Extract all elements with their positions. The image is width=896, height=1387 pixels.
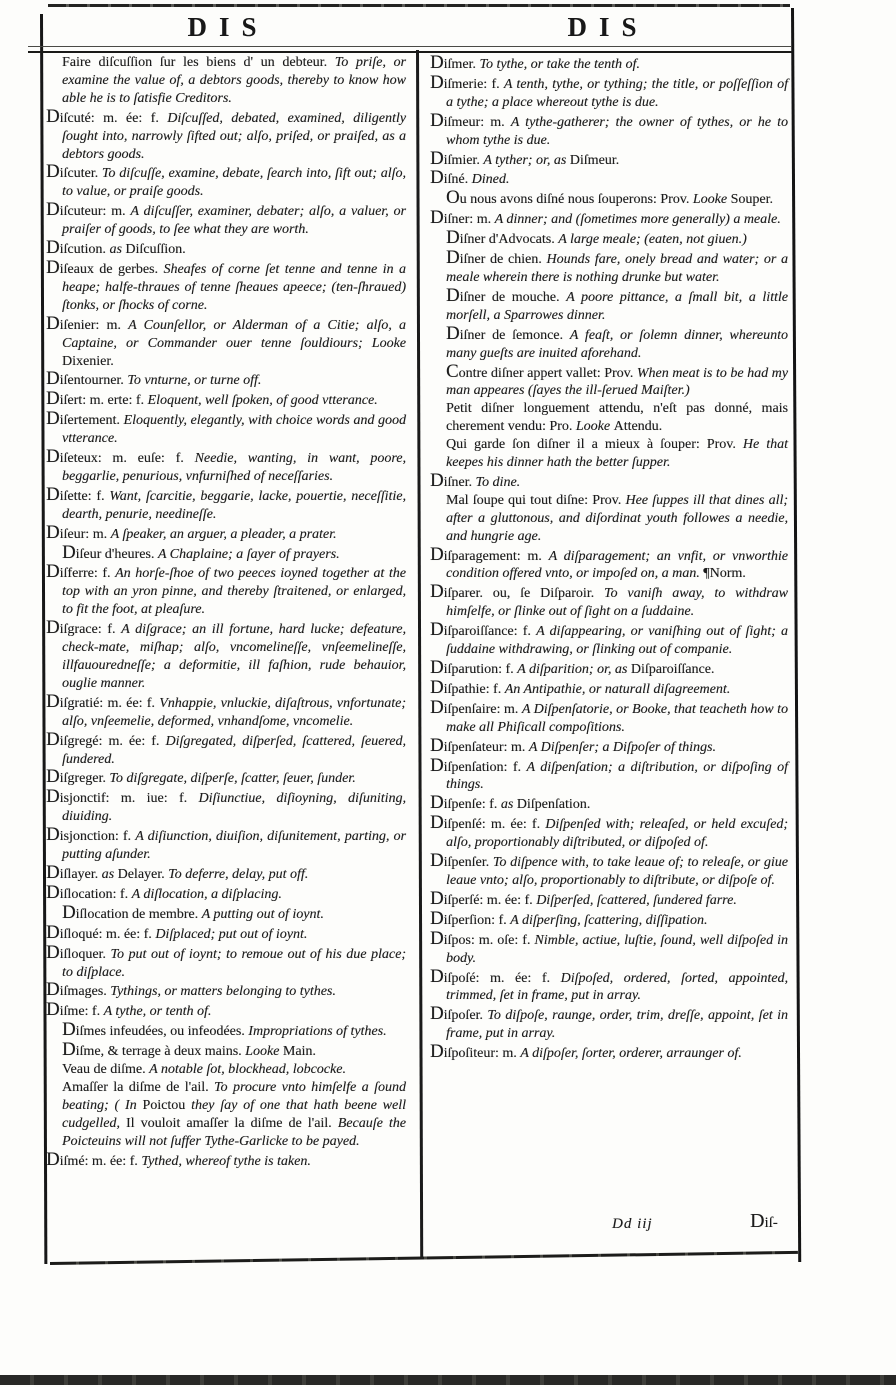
entry-headword-text: iſgreger. — [59, 771, 110, 787]
entry-gloss: Needie, wanting, in want, poore, beggarlie, penurious, vnfurniſhed of neceſſaries. — [62, 451, 406, 484]
dictionary-entry — [430, 794, 788, 814]
entry-initial: D — [446, 284, 460, 306]
entry-headword-text: iſmes infeudées, ou infeodées. — [75, 1024, 249, 1040]
entry-initial: D — [46, 368, 60, 390]
dictionary-entry — [430, 734, 788, 757]
column-left — [46, 54, 406, 1170]
entry-initial: D — [430, 1041, 444, 1063]
entry-gloss: A tyther; or, as — [483, 152, 570, 168]
entry-gloss: Diſperſed, ſcattered, ſundered farre. — [536, 892, 737, 908]
entry-initial: D — [46, 881, 60, 903]
entry-headword-text: Dixenier. — [62, 353, 114, 369]
dictionary-entry — [46, 1148, 406, 1171]
entry-headword-text: iſpathie: f. — [443, 681, 505, 697]
page-border-right — [791, 8, 801, 1262]
entry-gloss: To diſgregate, diſperſe, ſcatter, ſeuer, ſunder. — [109, 771, 356, 787]
dictionary-entry — [430, 583, 788, 621]
entry-headword-text: iſpenſaire: m. — [443, 701, 522, 717]
entry-headword-text: Attendu. — [613, 419, 663, 435]
entry-gloss: A diſparagement; an vnfit, or vnworthie condition offered vnto, or impoſed on, a man. — [446, 548, 788, 582]
dictionary-entry — [46, 563, 406, 619]
entry-initial: D — [46, 161, 60, 183]
dictionary-entry — [430, 676, 788, 699]
entry-initial: D — [46, 561, 60, 583]
entry-headword-text: iſlayer. — [59, 866, 102, 882]
entry-gloss: Diſgregated, diſperſed, ſcattered, ſeuered, ſundered. — [62, 733, 406, 767]
dictionary-entry — [46, 1021, 406, 1041]
dictionary-entry — [430, 189, 788, 209]
entry-gloss: To procure vnto himſelfe a ſound beating; ( In — [62, 1079, 406, 1113]
entry-gloss: Hounds fare, onely bread and water; or a meale wherein there is nothing drunke but water. — [446, 252, 789, 285]
entry-gloss: A diſlocation, a diſplacing. — [131, 886, 282, 902]
entry-initial: O — [446, 187, 460, 209]
entry-gloss: A notable ſot, blockhead, lobcocke. — [149, 1062, 346, 1078]
entry-initial: D — [46, 824, 60, 846]
entry-initial: D — [430, 887, 444, 909]
entry-gloss: To priſe, or examine the value of, a debtors goods, thereby to know how able he is to ſatisfie Creditors. — [62, 55, 406, 106]
dictionary-entry — [430, 109, 788, 150]
entry-initial: D — [46, 941, 60, 963]
entry-headword-text: iſparution: f. — [443, 662, 518, 677]
entry-headword-text: iſloqué: m. ée: f. — [59, 926, 156, 942]
column-right — [430, 54, 788, 1063]
entry-initial: D — [430, 965, 444, 987]
dictionary-entry — [46, 239, 406, 259]
dictionary-entry — [430, 754, 788, 795]
dictionary-entry — [46, 1079, 406, 1151]
entry-headword-text: iſgratié: m. ée: f. — [59, 695, 160, 711]
dictionary-entry — [46, 728, 406, 769]
entry-gloss: they ſay of one that hath beene well cudgelled, — [62, 1097, 406, 1131]
entry-headword-text: iſner de mouche. — [459, 289, 567, 305]
entry-headword-text: iſert: m. erte: f. — [59, 393, 148, 409]
entry-initial: D — [46, 446, 60, 468]
dictionary-entry — [46, 410, 406, 448]
entry-gloss: A diſpenſation; a diſtribution, or diſpoſing of things. — [446, 759, 788, 793]
entry-gloss: Diſcuſſed, debated, examined, diligently ſought into, narrowly ſifted out; alſo, priſed, or praiſed, as a debtors goods. — [62, 110, 407, 162]
entry-initial: D — [46, 861, 60, 883]
entry-gloss: To put out of ioynt; to remoue out of his due place; to diſplace. — [62, 946, 406, 980]
dictionary-entry — [430, 360, 788, 401]
dictionary-entry — [46, 1061, 406, 1079]
dictionary-entry — [430, 169, 788, 189]
entry-headword-text: iſner de chien. — [459, 252, 547, 268]
dictionary-entry — [46, 256, 406, 315]
dictionary-entry — [430, 469, 788, 492]
entry-initial: D — [430, 754, 444, 776]
entry-gloss: To vnturne, or turne off. — [127, 373, 262, 389]
dictionary-entry — [430, 1043, 788, 1063]
dictionary-entry — [430, 284, 789, 325]
dictionary-entry — [46, 483, 406, 524]
dictionary-entry — [46, 1041, 406, 1061]
entry-headword-text: Veau de diſme. — [62, 1062, 150, 1078]
dictionary-entry — [430, 852, 788, 890]
entry-gloss: Becauſe the Poicteuins will not ſuffer Tythe-Garlicke to be payed. — [62, 1115, 407, 1149]
entry-headword-text: Faire diſcuſſion ſur les biens d' un debteur. — [62, 55, 335, 70]
entry-headword-text: iſcuter. — [59, 166, 102, 182]
entry-initial: D — [62, 1039, 76, 1061]
entry-gloss: A Counſellor, or Alderman of a Citie; alſo, a Captaine, or Commander ouer tenne ſouldiours; Looke — [62, 317, 406, 351]
entry-initial: D — [430, 109, 444, 131]
dictionary-entry — [46, 901, 406, 924]
entry-gloss: To tythe, or take the tenth of. — [479, 57, 640, 72]
entry-initial: D — [430, 850, 444, 872]
entry-initial: D — [62, 541, 76, 563]
entry-gloss: A diſappearing, or vaniſhing out of ſight; a ſuddaine withdrawing, or ſlinking out of companie. — [446, 624, 788, 658]
entry-initial: D — [46, 483, 60, 505]
entry-headword-text: iſeur d'heures. — [75, 546, 158, 562]
dictionary-entry — [430, 71, 788, 112]
entry-initial: D — [430, 52, 444, 73]
entry-initial: C — [446, 360, 459, 382]
entry-gloss: A large meale; (eaten, not giuen.) — [558, 232, 747, 248]
dictionary-entry — [430, 696, 788, 737]
column-divider-rule — [416, 50, 423, 1258]
running-head-right: DIS — [567, 12, 649, 42]
entry-gloss: Looke — [575, 419, 614, 435]
entry-headword-text: iſpoſer. — [443, 1008, 488, 1024]
entry-gloss: Tythed, whereof tythe is taken. — [141, 1153, 311, 1169]
entry-initial: D — [446, 247, 460, 269]
entry-headword-text: iſperſé: m. ée: f. — [443, 892, 537, 908]
entry-headword-text: isjonctif: m. iue: f. — [59, 791, 199, 807]
entry-initial: D — [430, 147, 444, 169]
entry-initial: D — [430, 696, 444, 718]
entry-gloss: A putting out of ioynt. — [201, 906, 324, 922]
entry-initial: D — [430, 71, 444, 93]
dictionary-entry — [46, 54, 406, 108]
dictionary-entry — [430, 249, 788, 287]
entry-headword-text: iſgregé: m. ée: f. — [59, 733, 166, 749]
dictionary-entry — [46, 881, 406, 904]
entry-gloss: A diſiunction, diuiſion, diſunitement, parting, or putting aſunder. — [62, 829, 406, 863]
entry-initial: D — [46, 979, 60, 1001]
entry-initial: D — [46, 921, 60, 943]
entry-headword-text: iſpoſé: m. ée: f. — [443, 970, 561, 986]
entry-initial: D — [46, 999, 60, 1021]
entry-headword-text: iſme: f. — [59, 1004, 104, 1020]
entry-gloss: To dine. — [475, 474, 521, 490]
entry-gloss: An horſe-ſhoe of two peeces ioyned together at the top with an yron pinne, and thereby ſtraitened, or enlarged, to fit the foot, at pleaſure. — [62, 566, 406, 618]
entry-headword-text: iſparer. ou, ſe Diſparoir. — [443, 586, 604, 602]
dictionary-entry — [46, 788, 406, 826]
entry-headword-text: Diſmeur. — [569, 152, 620, 168]
running-head-left: DIS — [187, 12, 269, 42]
catchword-initial: D — [750, 1210, 765, 1232]
entry-headword-text: iſmerie: f. — [443, 76, 504, 92]
entry-initial: D — [430, 734, 444, 756]
entry-headword-text: Souper. — [730, 192, 773, 208]
entry-gloss: Looke — [245, 1044, 283, 1060]
dictionary-entry — [46, 768, 406, 788]
entry-gloss: Nimble, actiue, luſtie, ſound, well diſpoſed in body. — [446, 932, 788, 966]
entry-headword-text: iſpenſateur: m. — [443, 739, 529, 755]
entry-initial: D — [430, 207, 444, 229]
entry-headword-text: isjonction: f. — [59, 829, 136, 845]
entry-gloss: Vnhappie, vnluckie, diſaſtrous, vnfortunate; alſo, vnſeemelie, deformed, vnhandſome, vncomelie. — [62, 695, 406, 729]
entry-headword-text: iſmier. — [443, 152, 484, 168]
entry-headword-text: Mal ſoupe qui tout diſne: Prov. — [446, 492, 626, 508]
entry-headword-text: Diſcuſſion. — [125, 242, 186, 258]
entry-initial: D — [430, 619, 444, 641]
entry-gloss: Eloquently, elegantly, with choice words and good vtterance. — [62, 413, 406, 447]
entry-headword-text: iſertement. — [59, 413, 124, 429]
entry-gloss: as — [109, 242, 126, 258]
dictionary-entry — [430, 621, 788, 659]
dictionary-entry — [430, 209, 788, 229]
entry-headword-text: iſenier: m. — [59, 317, 129, 333]
entry-gloss: A tythe-gatherer; the owner of tythes, or he to whom tythe is due. — [446, 114, 788, 148]
entry-gloss: A diſparition; or, as — [517, 662, 631, 677]
entry-headword-text: iſpenſé: m. ée: f. — [443, 817, 546, 833]
entry-headword-text: Diſpenſation. — [516, 797, 591, 813]
entry-gloss: as — [101, 866, 118, 882]
dictionary-entry — [46, 390, 406, 410]
dictionary-entry — [430, 436, 788, 472]
dictionary-entry — [430, 543, 788, 584]
dictionary-entry — [46, 826, 406, 864]
entry-gloss: A diſcuſſer, examiner, debater; alſo, a valuer, or praiſer of goods, to ſee what they are worth. — [62, 204, 406, 238]
entry-gloss: A Chaplaine; a ſayer of prayers. — [157, 546, 340, 562]
entry-gloss: He that keepes his dinner hath the better ſupper. — [446, 437, 788, 471]
entry-headword-text: Main. — [282, 1044, 316, 1060]
dictionary-entry — [430, 400, 788, 436]
entry-headword-text: iſloquer. — [59, 946, 111, 962]
dictionary-entry — [46, 941, 406, 982]
dictionary-entry — [430, 492, 788, 546]
entry-initial: D — [46, 786, 60, 808]
entry-gloss: Impropriations of tythes. — [248, 1024, 387, 1040]
entry-headword-text: iſlocation: f. — [59, 886, 132, 902]
entry-gloss: Looke — [692, 192, 731, 208]
entry-headword-text: iſcuteur: m. — [59, 204, 131, 220]
entry-headword-text: iſmé: m. ée: f. — [59, 1153, 142, 1169]
entry-initial: D — [430, 907, 444, 929]
entry-initial: D — [430, 543, 444, 565]
dictionary-entry — [430, 54, 788, 74]
entry-gloss: To diſcuſſe, examine, debate, ſearch into, ſift out; alſo, to value, or praiſe goods. — [62, 166, 406, 200]
entry-headword-text: Qui garde ſon diſner il a mieux à ſouper: Prov. — [446, 437, 743, 453]
entry-gloss: Tythings, or matters belonging to tythes. — [110, 984, 336, 1000]
entry-headword-text: Diſparoiſſance. — [630, 662, 715, 677]
dictionary-entry — [430, 147, 788, 170]
dictionary-entry — [46, 921, 406, 944]
signature-mark: Dd iij — [612, 1216, 653, 1232]
entry-gloss: Dined. — [471, 172, 510, 188]
entry-headword-text: iſeteux: m. euſe: f. — [59, 451, 195, 467]
entry-initial: D — [430, 167, 444, 189]
entry-headword-text: iſmages. — [59, 984, 111, 1000]
entry-headword-text: iſné. — [443, 172, 472, 188]
entry-initial: D — [430, 676, 444, 698]
entry-gloss: A dinner; and (ſometimes more generally) a meale. — [494, 212, 781, 228]
dictionary-entry — [430, 887, 788, 910]
entry-gloss: A diſperſing, ſcattering, diſſipation. — [510, 912, 708, 928]
entry-gloss: Sheafes of corne ſet tenne and tenne in a heape; halfe-thraues of tenne ſheaues apeece; (ten-ſhraued) ſtonks, or ſhocks of corne. — [62, 261, 406, 313]
entry-initial: D — [46, 105, 60, 127]
entry-headword-text: iſner d'Advocats. — [459, 232, 559, 248]
entry-initial: D — [46, 388, 60, 410]
entry-initial: D — [430, 927, 444, 949]
dictionary-entry — [430, 965, 788, 1006]
entry-gloss: A tenth, tythe, or tything; the title, or poſſeſſion of a tythe; a place whereout tythe is due. — [446, 76, 788, 110]
entry-headword-text: iſpenſe: f. — [443, 797, 501, 813]
entry-headword-text: iſcution. — [59, 242, 110, 258]
entry-initial: D — [46, 690, 60, 712]
dictionary-entry — [430, 322, 788, 363]
entry-gloss: Diſiunctiue, diſioyning, diſuniting, diuiding. — [62, 791, 406, 825]
entry-initial: D — [446, 227, 460, 249]
entry-initial: D — [430, 812, 444, 834]
entry-headword-text: u nous avons diſné nous ſouperons: Prov. — [459, 192, 693, 208]
entry-gloss: To diſpence with, to take leaue of; to releaſe, or giue leaue vnto; alſo, proportionably to diſtribute, or diſpoſe of. — [446, 855, 788, 888]
entry-gloss: To deferre, delay, put off. — [168, 866, 309, 882]
entry-initial: D — [46, 256, 60, 278]
dictionary-entry — [46, 619, 406, 693]
entry-headword-text: iſparoiſſance: f. — [443, 624, 537, 640]
entry-headword-text: iſner. — [443, 474, 476, 490]
entry-initial: D — [46, 199, 60, 221]
dictionary-entry — [430, 1005, 788, 1043]
dictionary-entry — [430, 659, 788, 679]
catchword-rest: iſ- — [764, 1215, 778, 1231]
entry-gloss: Eloquent, well ſpoken, of good vtterance. — [147, 393, 378, 409]
entry-initial: D — [430, 1003, 444, 1025]
header-rule — [28, 46, 792, 53]
entry-headword-text: iſmer. — [443, 57, 480, 72]
entry-headword-text: iſeur: m. — [59, 526, 111, 542]
entry-initial: D — [46, 766, 60, 788]
entry-initial: D — [46, 521, 60, 543]
entry-initial: D — [46, 312, 60, 334]
entry-headword-text: iſgrace: f. — [59, 622, 122, 638]
entry-headword-text: iſeaux de gerbes. — [59, 261, 164, 277]
entry-initial: D — [446, 322, 460, 344]
dictionary-entry — [46, 201, 406, 239]
dictionary-entry — [46, 1001, 406, 1021]
dictionary-entry — [46, 981, 406, 1001]
entry-gloss: To diſpoſe, raunge, order, trim, dreſſe, appoint, ſet in frame, put in array. — [446, 1008, 788, 1042]
catchword — [750, 1211, 778, 1232]
entry-initial: D — [430, 657, 444, 678]
entry-gloss: A diſgrace; an ill fortune, hard lucke; defeature, check-mate, miſhap; alſo, vncomelineſſe, vnſeemelineſſe, illfauouredneſſe; a deformitie, ill faſhion, rude behauior, ouglie manner. — [62, 622, 406, 691]
entry-headword-text: iſette: f. — [59, 488, 110, 504]
entry-gloss: A poore pittance, a ſmall bit, a little morſell, a Sparrowes dinner. — [446, 289, 789, 323]
entry-headword-text: ¶Norm. — [703, 566, 746, 582]
dictionary-entry — [46, 541, 406, 564]
entry-headword-text: Il vouloit amaſſer la diſme de l'ail. — [126, 1115, 338, 1131]
entry-initial: D — [46, 1148, 60, 1170]
entry-initial: D — [46, 617, 60, 639]
entry-gloss: Hee ſuppes ill that dines all; after a gluttonous, and diſordinat youth followes a needie, and hungrie age. — [446, 492, 789, 544]
entry-headword-text: iſner: m. — [443, 212, 495, 228]
entry-gloss: A ſpeaker, an arguer, a pleader, a prater. — [110, 526, 337, 542]
bottom-rule — [50, 1251, 798, 1265]
entry-gloss: Diſpenſed with; releaſed, or held excuſed; alſo, proportionably diſtributed, or diſpoſed of. — [446, 817, 788, 851]
dictionary-entry — [46, 690, 406, 731]
entry-gloss: An Antipathie, or naturall diſagreement. — [504, 681, 731, 697]
entry-headword-text: iſme, & terrage à deux mains. — [75, 1044, 246, 1060]
entry-gloss: as — [500, 797, 517, 813]
top-edge-line — [48, 4, 790, 7]
entry-initial: D — [46, 728, 60, 750]
entry-headword-text: ontre diſner appert vallet: Prov. — [458, 365, 637, 381]
dictionary-entry — [46, 861, 406, 884]
entry-initial: D — [62, 901, 76, 923]
entry-headword-text: Petit diſner longuement attendu, n'eſt pas donné, mais cherement vendu: Pro. — [446, 401, 788, 435]
entry-headword-text: iſpoſiteur: m. — [443, 1046, 521, 1062]
entry-headword-text: iſpenſation: f. — [443, 759, 527, 775]
entry-gloss: A diſpoſer, ſorter, orderer, arraunger of. — [520, 1046, 742, 1062]
dictionary-entry — [46, 521, 406, 544]
entry-headword-text: iſperſion: f. — [443, 912, 511, 928]
scan-edge-band — [0, 1375, 896, 1385]
dictionary-entry — [430, 927, 788, 968]
entry-headword-text: iſmeur: m. — [443, 114, 511, 130]
entry-headword-text: iſferre: f. — [59, 566, 116, 582]
entry-gloss: A Diſpenſatorie, or Booke, that teacheth how to make all Phiſicall compoſitions. — [446, 701, 788, 735]
dictionary-entry — [430, 907, 788, 930]
entry-headword-text: iſlocation de membre. — [75, 906, 202, 922]
entry-initial: D — [46, 237, 60, 259]
entry-gloss: To vaniſh away, to withdraw himſelfe, or ſlinke out of ſight on a ſuddaine. — [446, 586, 788, 620]
dictionary-entry — [430, 229, 788, 249]
entry-gloss: Diſplaced; put out of ioynt. — [155, 926, 308, 942]
dictionary-entry — [46, 448, 406, 486]
entry-headword-text: iſner de ſemonce. — [459, 327, 570, 343]
entry-headword-text: Delayer. — [117, 866, 169, 882]
entry-headword-text: iſparagement: m. — [443, 548, 549, 564]
dictionary-entry — [430, 814, 788, 852]
entry-headword-text: Poictou — [142, 1097, 192, 1113]
dictionary-entry — [46, 105, 407, 164]
dictionary-entry — [46, 312, 406, 371]
entry-gloss: A Diſpenſer; a Diſpoſer of things. — [528, 739, 716, 755]
entry-initial: D — [62, 1019, 76, 1041]
entry-initial: D — [46, 408, 60, 430]
entry-gloss: Diſpoſed, ordered, ſorted, appointed, trimmed, ſet in frame, put in array. — [446, 970, 788, 1004]
entry-gloss: Want, ſcarcitie, beggarie, lacke, pouertie, neceſſitie, dearth, penurie, needineſſe. — [62, 488, 406, 522]
entry-gloss: A feaſt, or ſolemn dinner, whereunto many gueſts are inuited aforehand. — [446, 327, 788, 361]
dictionary-entry — [46, 163, 406, 201]
entry-gloss: A tythe, or tenth of. — [103, 1004, 212, 1020]
entry-initial: D — [430, 792, 444, 814]
entry-headword-text: iſcuté: m. ée: f. — [59, 110, 168, 126]
entry-headword-text: iſentourner. — [59, 373, 128, 389]
entry-initial: D — [430, 581, 444, 603]
entry-headword-text: iſpenſer. — [443, 855, 493, 871]
entry-headword-text: Amaſſer la diſme de l'ail. — [62, 1079, 215, 1095]
dictionary-entry — [46, 370, 406, 390]
entry-gloss: When meat is to be had my man appeares (ſayes the ill-ſerued Maiſter.) — [446, 365, 788, 399]
entry-headword-text: iſpos: m. oſe: f. — [443, 932, 535, 948]
entry-initial: D — [430, 469, 444, 491]
